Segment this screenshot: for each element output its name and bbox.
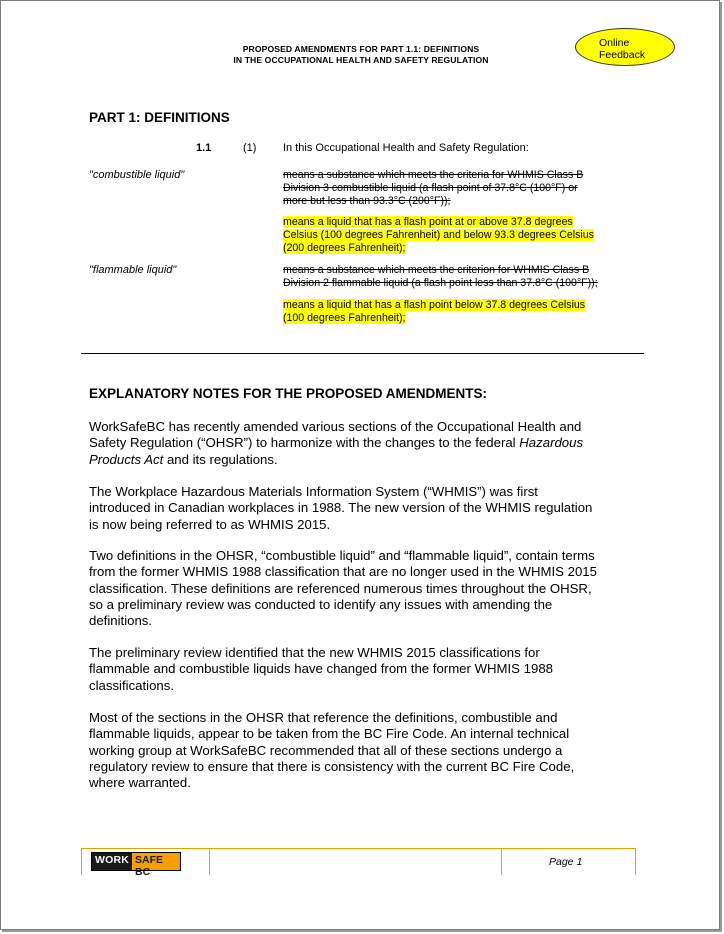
new-text-line: (100 degrees Fahrenheit); [283,312,406,324]
paragraph-line: classifications. [89,677,175,693]
paragraph-line [89,452,639,468]
paragraph-line: WorkSafeBC has recently amended various sections of the Occupational Health and [89,419,582,434]
italic-act-name: Hazardous [519,435,584,451]
notes-paragraph-3 [89,548,639,629]
part-heading: PART 1: DEFINITIONS [89,110,230,125]
header-title-line-1: PROPOSED AMENDMENTS FOR PART 1.1: DEFINITIONS [242,44,480,54]
footer-divider [635,849,636,875]
explanatory-notes-heading: EXPLANATORY NOTES FOR THE PROPOSED AMENDMENTS: [89,386,488,401]
definition-old-combustible [283,169,628,208]
header-title-line-2: IN THE OCCUPATIONAL HEALTH AND SAFETY REGULATION [233,55,489,65]
footer-divider [81,849,82,875]
paragraph-line: where warranted. [89,775,191,791]
notes-paragraph-5 [89,710,639,791]
paragraph-line: introduced in Canadian workplaces in 1988. The new version of the WHMIS regulation [89,500,593,516]
definition-old-flammable [283,264,628,290]
clause-number: 1.1 [196,142,212,154]
footer-divider [501,849,502,875]
feedback-label-line-2: Feedback [599,49,646,61]
definition-term-combustible: "combustible liquid" [89,169,185,181]
clause-subsection: (1) [243,142,257,154]
notes-paragraph-2 [89,484,639,533]
logo-right-text: SAFE BC [132,853,180,870]
paragraph-line: flammable and combustible liquids have changed from the former WHMIS 1988 [89,661,553,677]
notes-paragraph-4 [89,645,639,694]
paragraph-line: Most of the sections in the OHSR that reference the definitions, combustible and [89,710,558,725]
online-feedback-button[interactable] [575,28,675,66]
paragraph-line: The preliminary review identified that the new WHMIS 2015 classifications for [89,645,540,660]
paragraph-line: is now being referred to as WHMIS 2015. [89,516,331,532]
paragraph-line: working group at WorkSafeBC recommended that all of these sections undergo a [89,742,563,758]
definition-new-combustible [283,216,628,255]
old-text-line: means a substance which meets the criteria for WHMIS Class B [283,169,584,181]
footer-divider [209,849,210,875]
new-text-line: Celsius (100 degrees Fahrenheit) and below 93.3 degrees Celsius [283,229,594,241]
paragraph-line-text: Safety Regulation (“OHSR”) to harmonize with the changes to the federal [89,435,520,451]
clause-intro: In this Occupational Health and Safety Regulation: [283,142,529,154]
section-divider [81,353,644,354]
paragraph-line: so a preliminary review was conducted to identify any issues with amending the [89,596,553,612]
new-text-line: (200 degrees Fahrenheit); [283,242,406,254]
paragraph-line: regulatory review to ensure that there is consistency with the current BC Fire Code, [89,758,575,774]
new-text-line: means a liquid that has a flash point at or above 37.8 degrees [283,216,573,228]
italic-act-name: Products Act [89,451,164,467]
definition-new-flammable [283,299,628,325]
paragraph-line: flammable liquids, appear to be taken from the BC Fire Code. An internal technical [89,726,570,742]
paragraph-line-text: and its regulations. [163,451,278,467]
page-footer [81,848,636,878]
paragraph-line [89,435,639,451]
old-text-line: means a substance which meets the criterion for WHMIS Class B [283,264,590,276]
old-text-line: Division 3 combustible liquid (a flash point of 37.8°C (100°F) or [283,182,578,194]
logo-left-text: WORK [92,853,132,870]
page-number: Page 1 [549,856,583,868]
old-text-line: Division 2 flammable liquid (a flash point less than 37.8°C (100°F)); [283,277,598,289]
paragraph-line: definitions. [89,613,153,629]
paragraph-line: classification. These definitions are referenced numerous times throughout the OHSR, [89,580,592,596]
paragraph-line: from the former WHMIS 1988 classification that are no longer used in the WHMIS 2015 [89,564,597,580]
old-text-line: more but less than 93.3°C (200°F)); [283,195,451,207]
feedback-label-line-1: Online [599,37,630,49]
definition-term-flammable: "flammable liquid" [89,264,177,276]
paragraph-line: Two definitions in the OHSR, “combustible liquid” and “flammable liquid”, contain terms [89,548,595,563]
paragraph-line: The Workplace Hazardous Materials Information System (“WHMIS”) was first [89,484,538,499]
notes-paragraph-1 [89,419,639,468]
document-header-title [161,44,561,66]
new-text-line: means a liquid that has a flash point below 37.8 degrees Celsius [283,299,586,311]
worksafebc-logo [91,852,181,878]
